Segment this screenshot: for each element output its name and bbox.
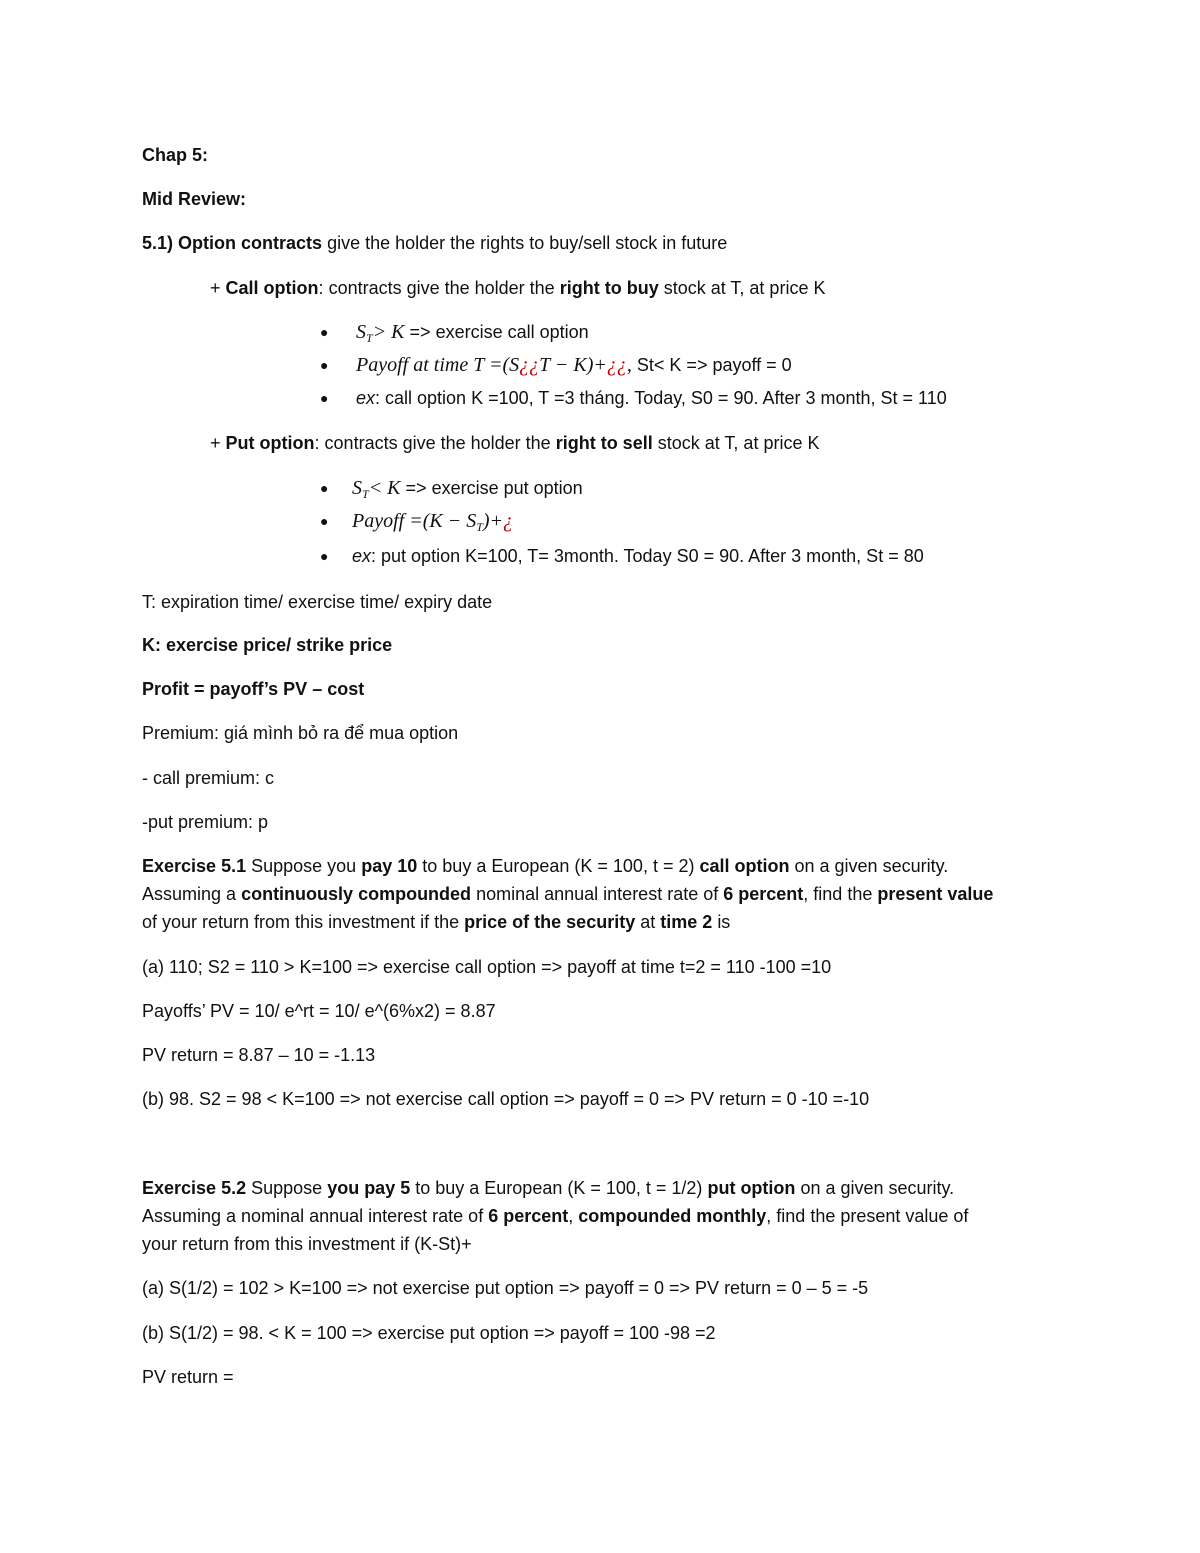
exercise-title: Exercise 5.1 — [142, 856, 247, 876]
plus-sign: + — [210, 278, 221, 298]
bullet-icon: ● — [320, 324, 329, 340]
math-glitch: ¿ — [503, 510, 514, 532]
profit-formula: Profit = payoff’s PV – cost — [142, 679, 365, 699]
section-number: 5.1) — [142, 233, 174, 253]
math-op: > K — [372, 321, 405, 343]
exercise-5-1-statement — [142, 852, 1062, 936]
bold-text: right to sell — [555, 433, 653, 453]
text: your return from this investment if (K-St)+ — [142, 1234, 472, 1254]
math-glitch: ¿¿ — [519, 354, 540, 376]
math-payoff-2: T − K)+ — [539, 354, 607, 376]
text: stock at T, at price K — [657, 433, 820, 453]
bold-text: time 2 — [660, 912, 713, 932]
put-bullet-3 — [352, 545, 924, 567]
chapter-title: Chap 5: — [142, 145, 209, 165]
bold-text: compounded monthly — [578, 1206, 767, 1226]
definition-t: T: expiration time/ exercise time/ expiry date — [142, 592, 493, 612]
math-s: S — [352, 477, 362, 499]
exercise-5-2-statement — [142, 1174, 1062, 1258]
colon: : — [318, 278, 324, 298]
section-heading: Mid Review: — [142, 189, 247, 209]
exercise-5-1-part-b: (b) 98. S2 = 98 < K=100 => not exercise call option => payoff = 0 => PV return = 0 -10 =-10 — [142, 1089, 870, 1109]
exercise-title: Exercise 5.2 — [142, 1178, 247, 1198]
section-5-1-line — [142, 232, 727, 254]
text: contracts give the holder the — [328, 278, 555, 298]
exercise-5-1-part-a: (a) 110; S2 = 110 > K=100 => exercise call option => payoff at time t=2 = 110 -100 =10 — [142, 957, 832, 977]
bold-text: pay 10 — [361, 856, 418, 876]
math-s: S — [356, 321, 366, 343]
bullet-icon: ● — [320, 513, 329, 529]
text: : call option K =100, T =3 tháng. Today, S0 = 90. After 3 month, St = 110 — [375, 388, 947, 408]
math-payoff: Payoff =(K − S — [352, 510, 477, 532]
call-premium: - call premium: c — [142, 768, 275, 788]
term: Option contracts — [178, 233, 323, 253]
example-label: ex — [352, 546, 372, 566]
exercise-5-2-return: PV return = — [142, 1367, 234, 1387]
text: => exercise call option — [409, 322, 589, 342]
bold-text: right to buy — [559, 278, 659, 298]
premium-definition: Premium: giá mình bỏ ra để mua option — [142, 723, 459, 743]
math-subscript: T — [366, 331, 373, 345]
math-subscript: T — [476, 520, 483, 534]
bold-text: 6 percent — [488, 1206, 569, 1226]
text: at — [640, 912, 656, 932]
call-option-label: Call option — [225, 278, 319, 298]
put-premium: -put premium: p — [142, 812, 269, 832]
comma: , — [626, 354, 632, 376]
text: Assuming a nominal annual interest rate of — [142, 1206, 484, 1226]
exercise-5-2-part-a: (a) S(1/2) = 102 > K=100 => not exercise put option => payoff = 0 => PV return = 0 – 5 = -5 — [142, 1278, 869, 1298]
exercise-5-2-part-b: (b) S(1/2) = 98. < K = 100 => exercise put option => payoff = 100 -98 =2 — [142, 1323, 716, 1343]
text: Suppose you — [251, 856, 357, 876]
text: to buy a European (K = 100, t = 2) — [422, 856, 695, 876]
bullet-icon: ● — [320, 390, 329, 406]
colon: : — [314, 433, 320, 453]
call-bullet-3 — [356, 387, 947, 409]
text: Assuming a — [142, 884, 237, 904]
text: , find the — [803, 884, 873, 904]
bold-text: you pay 5 — [327, 1178, 411, 1198]
text: nominal annual interest rate of — [476, 884, 719, 904]
exercise-5-1-pv: Payoffs’ PV = 10/ e^rt = 10/ e^(6%x2) = 8.87 — [142, 1001, 496, 1021]
math-payoff-2: )+ — [482, 510, 504, 532]
bold-text: price of the security — [464, 912, 636, 932]
text: to buy a European (K = 100, t = 1/2) — [415, 1178, 703, 1198]
math-subscript: T — [362, 487, 369, 501]
bold-text: continuously compounded — [241, 884, 472, 904]
text: contracts give the holder the — [324, 433, 551, 453]
example-label: ex — [356, 388, 376, 408]
bold-text: put option — [707, 1178, 796, 1198]
exercise-5-1-return: PV return = 8.87 – 10 = -1.13 — [142, 1045, 376, 1065]
text: : put option K=100, T= 3month. Today S0 = 90. After 3 month, St = 80 — [371, 546, 924, 566]
text: St< K => payoff = 0 — [636, 355, 792, 375]
plus-sign: + — [210, 433, 221, 453]
text: , — [568, 1206, 574, 1226]
bold-text: present value — [877, 884, 994, 904]
text: is — [717, 912, 731, 932]
math-op: < K — [368, 477, 401, 499]
call-bullet-1 — [356, 321, 589, 349]
text: on a given security. — [794, 856, 949, 876]
bold-text: call option — [699, 856, 790, 876]
definition-k: K: exercise price/ strike price — [142, 635, 393, 655]
text: Suppose — [251, 1178, 323, 1198]
bullet-icon: ● — [320, 548, 329, 564]
math-glitch: ¿¿ — [606, 354, 627, 376]
text: stock at T, at price K — [663, 278, 826, 298]
put-option-label: Put option — [225, 433, 315, 453]
text: of your return from this investment if the — [142, 912, 460, 932]
text: => exercise put option — [405, 478, 583, 498]
text: , find the present value of — [766, 1206, 969, 1226]
text: give the holder the rights to buy/sell stock in future — [327, 233, 728, 253]
call-option-line — [210, 277, 825, 299]
call-bullet-2 — [356, 354, 792, 376]
bullet-icon: ● — [320, 480, 329, 496]
bullet-icon: ● — [320, 357, 329, 373]
put-bullet-1 — [352, 477, 583, 505]
put-option-line — [210, 432, 819, 454]
text: on a given security. — [800, 1178, 955, 1198]
math-payoff: Payoff at time T =(S — [356, 354, 520, 376]
put-bullet-2 — [352, 510, 513, 538]
bold-text: 6 percent — [723, 884, 804, 904]
